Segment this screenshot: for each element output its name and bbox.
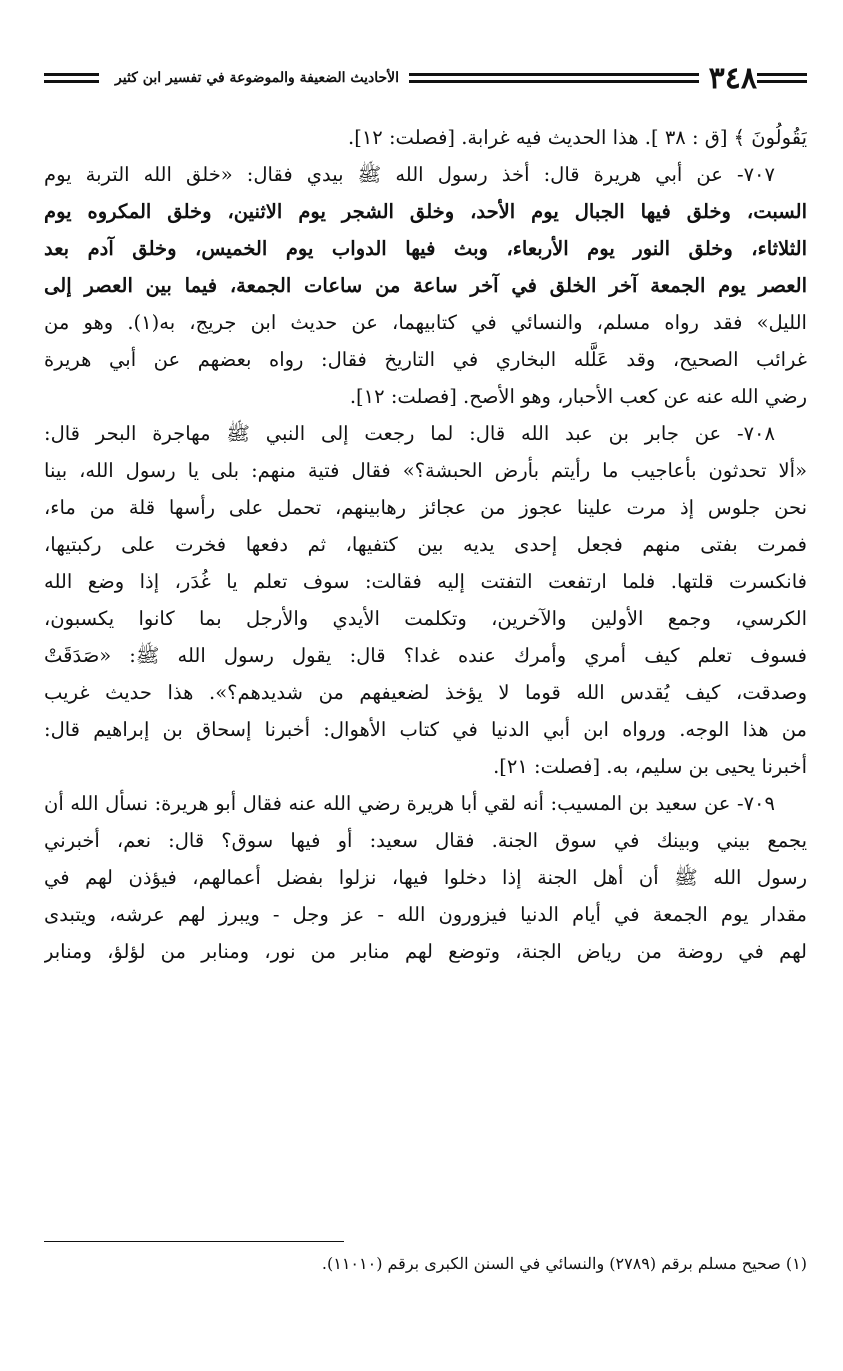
running-header [44,60,807,96]
text-line: «ألا تحدثون بأعاجيب ما رأيتم بأرض الحبشة؟» فقال فتية منهم: بلى يا رسول الله، بينا [44,459,807,482]
text-line: يجمع بيني وبينك في سوق الجنة. فقال سعيد: أو فيها سوق؟ قال: نعم، أخبرني [44,829,807,852]
hadith-707-line: ٧٠٧- عن أبي هريرة قال: أخذ رسول الله ﷺ بيدي فقال: «خلق الله التربة يوم [44,163,775,186]
header-rule-center [409,72,699,84]
text-line: رسول الله ﷺ أن أهل الجنة إذا دخلوا فيها، نزلوا بفضل أعمالهم، فيؤذن لهم في [44,866,807,889]
text-line: الليل» فقد رواه مسلم، والنسائي في كتابيهما، عن حديث ابن جريج، به(١). وهو من [44,311,807,334]
text-line: نحن جلوس إذ مرت علينا عجوز من عجائز رهابينهم، تحمل على رأسها قلة من ماء، [44,496,807,519]
text-line: السبت، وخلق فيها الجبال يوم الأحد، وخلق الشجر يوم الاثنين، وخلق المكروه يوم [44,200,807,223]
text-line: أخبرنا يحيى بن سليم، به. [فصلت: ٢١]. [493,755,807,778]
text-line: فمرت بفتى منهم فجعل إحدى يديه بين كتفيها، ثم دفعها فخرت على ركبتيها، [44,533,807,556]
text-line: رضي الله عنه عن كعب الأحبار، وهو الأصح. [فصلت: ١٢]. [349,385,807,408]
text-line: الثلاثاء، وخلق النور يوم الأربعاء، وبث فيها الدواب يوم الخميس، وخلق آدم بعد [44,237,807,260]
running-title: الأحاديث الضعيفة والموضوعة في تفسير ابن كثير [115,70,400,86]
text-line: غرائب الصحيح، وقد عَلَّله البخاري في التاريخ فقال: رواه بعضهم عن أبي هريرة [44,348,807,371]
text-line: فانكسرت قلتها. فلما ارتفعت التفتت إليه فقالت: سوف تعلم يا غُدَر، إذا وضع الله [44,570,807,593]
text-line: الكرسي، وجمع الأولين والآخرين، وتكلمت الأيدي والأرجل بما كانوا يكسبون، [44,607,807,630]
hadith-708-line: ٧٠٨- عن جابر بن عبد الله قال: لما رجعت إلى النبي ﷺ مهاجرة البحر قال: [44,422,775,445]
text-line: لهم في روضة من رياض الجنة، وتوضع لهم منابر من نور، ومنابر من لؤلؤ، ومنابر [44,940,807,963]
footnote-divider [44,1241,344,1242]
text-line: من هذا الوجه. ورواه ابن أبي الدنيا في كتاب الأهوال: أخبرنا إسحاق بن إبراهيم قال: [44,718,807,741]
text-line: مقدار يوم الجمعة في أيام الدنيا فيزورون الله - عز وجل - ويبرز لهم عرشه، ويتبدى [44,903,807,926]
page-number: ٣٤٨ [708,60,757,96]
text-line: يَقُولُونَ ﴾ [ق : ٣٨ ]. هذا الحديث فيه غرابة. [فصلت: ١٢]. [348,126,807,149]
header-rule-left [44,72,99,84]
text-line: وصدقت، كيف يُقدس الله قوما لا يؤخذ لضعيفهم من شديدهم؟». هذا حديث غريب [44,681,807,704]
book-page [44,55,807,1371]
header-rule-right [757,72,807,84]
text-line: فسوف تعلم كيف أمري وأمرك عنده غدا؟ قال: يقول رسول الله ﷺ: «صَدَقَتْ [44,644,807,667]
hadith-709-line: ٧٠٩- عن سعيد بن المسيب: أنه لقي أبا هريرة رضي الله عنه فقال أبو هريرة: نسأل الله أن [44,792,775,815]
footnote: (١) صحيح مسلم برقم (٢٧٨٩) والنسائي في السنن الكبرى برقم (١١٠١٠). [321,1254,807,1273]
text-line: العصر يوم الجمعة آخر الخلق في آخر ساعة من ساعات الجمعة، فيما بين العصر إلى [44,274,807,297]
page-body [44,119,807,970]
